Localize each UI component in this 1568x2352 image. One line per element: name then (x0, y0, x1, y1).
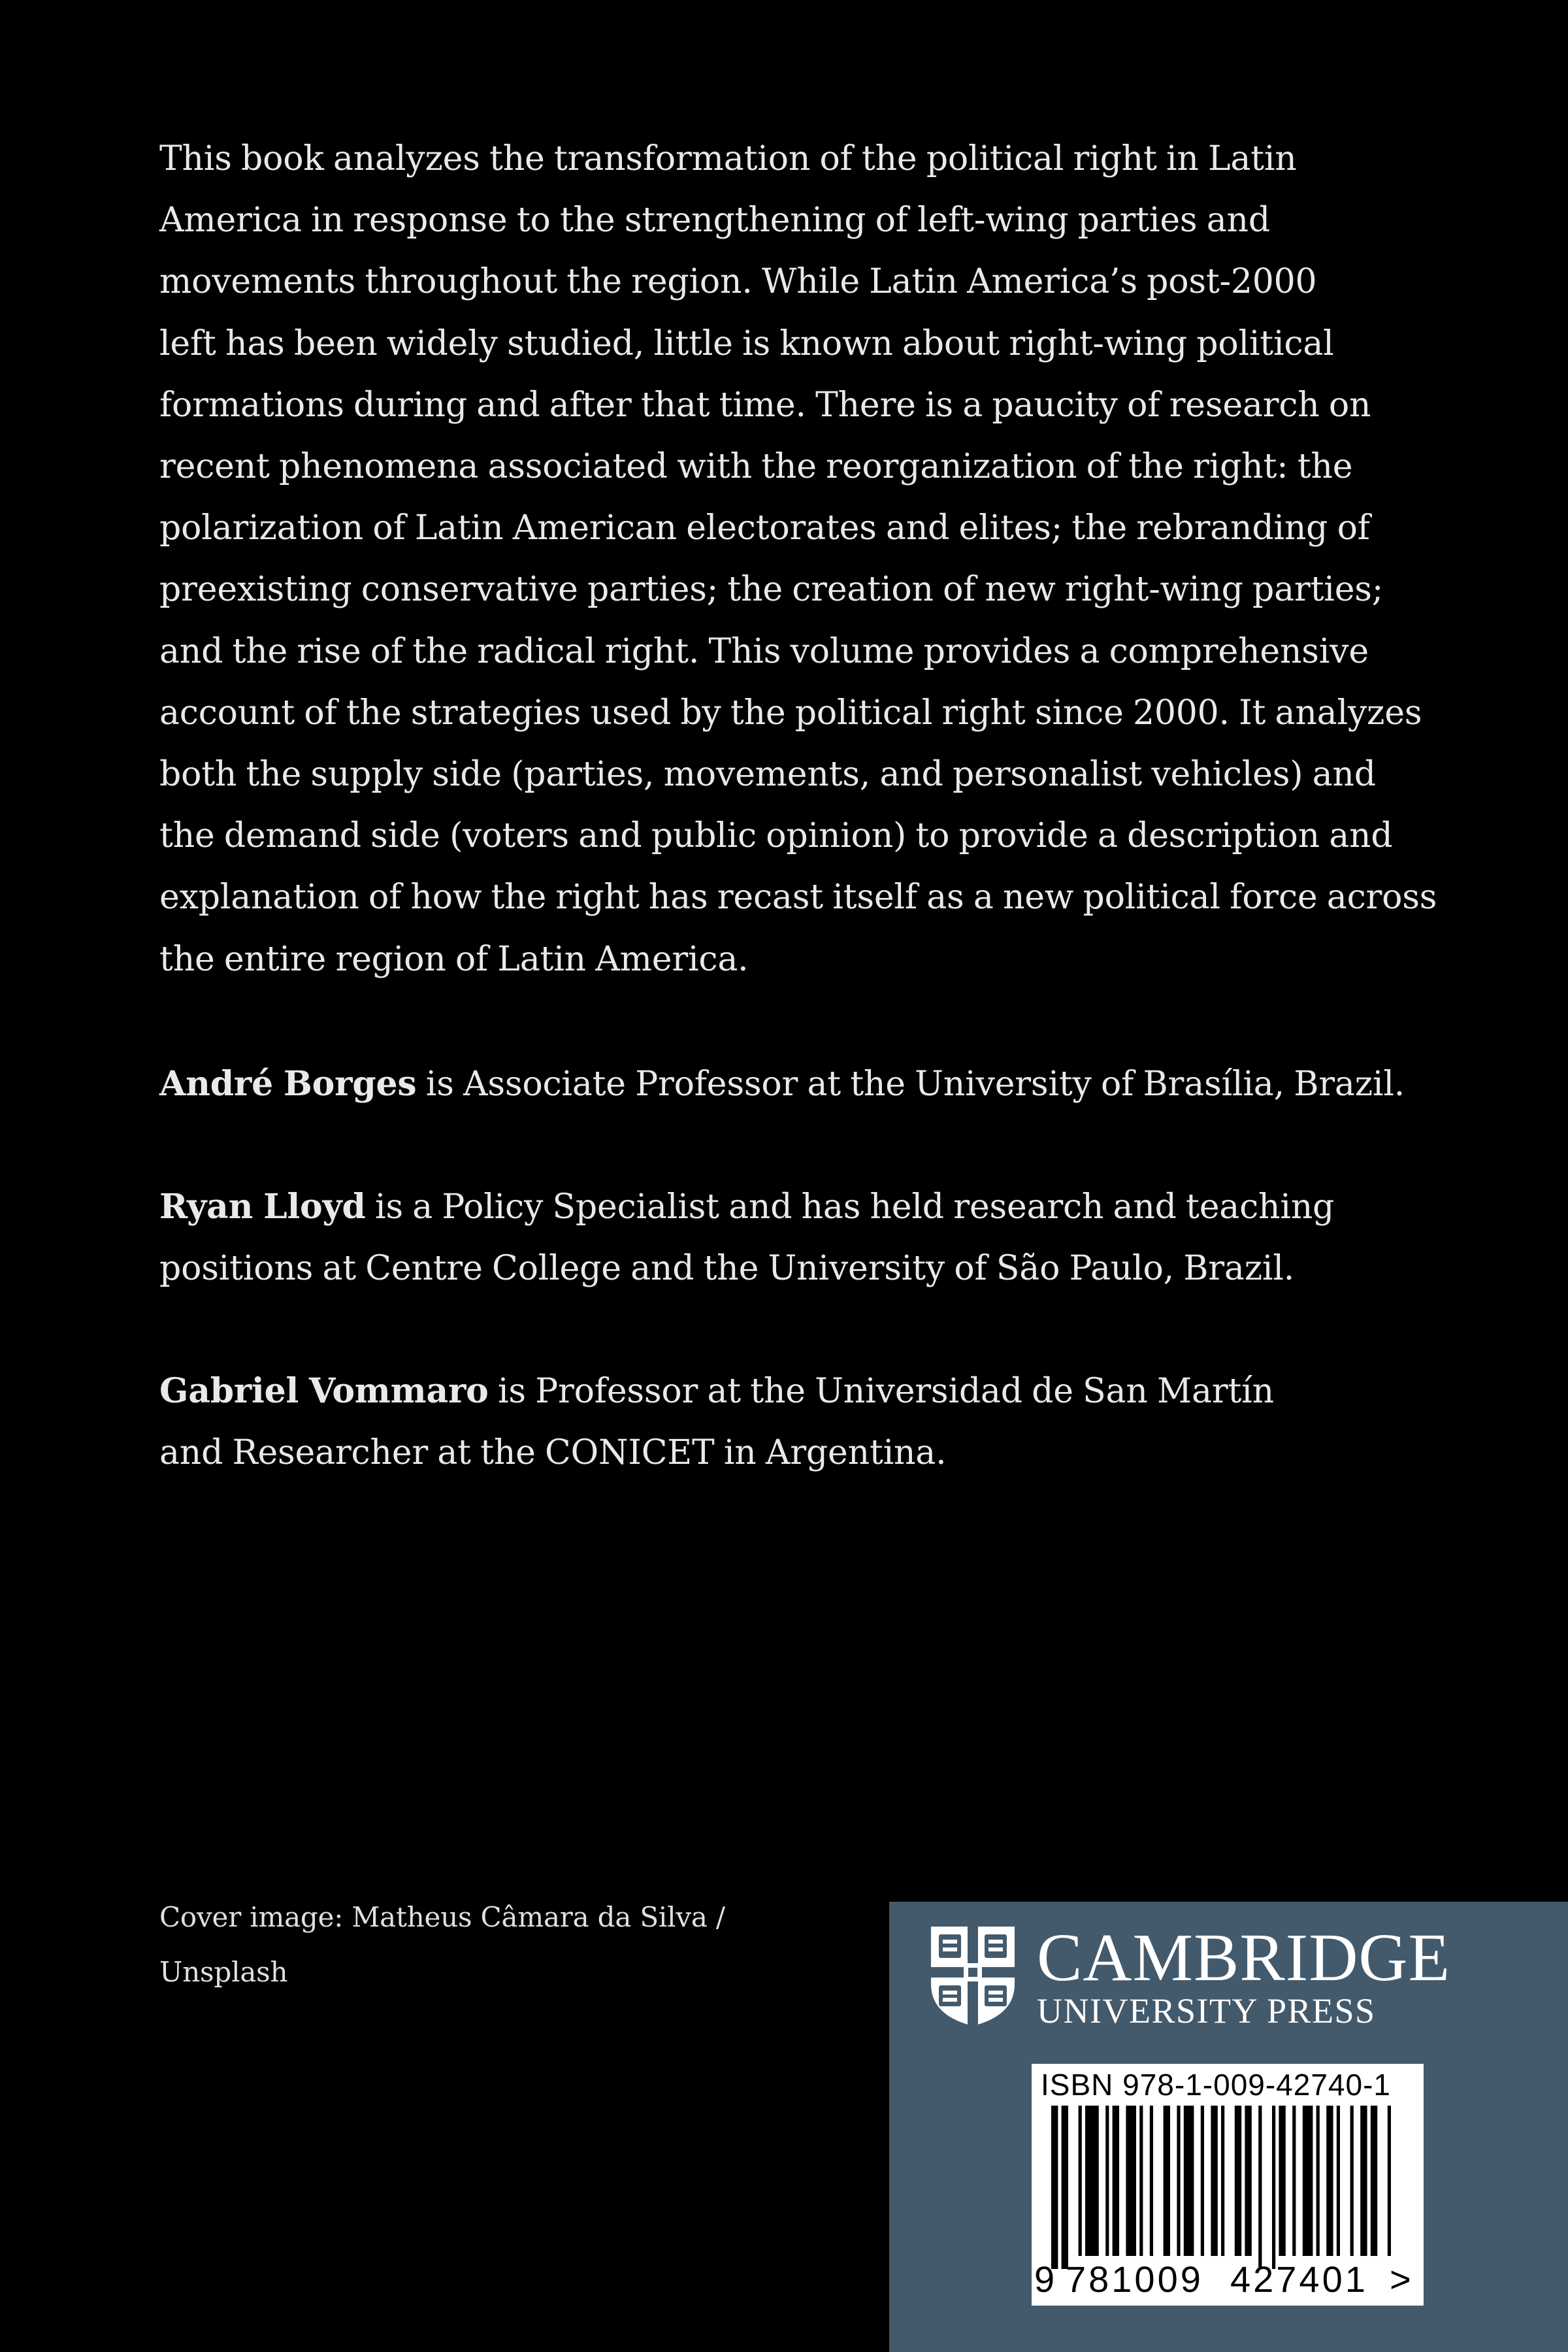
publisher-name: CAMBRIDGE (1037, 1920, 1451, 1995)
author-name: André Borges (159, 1064, 417, 1104)
description-line: and the rise of the radical right. This volume provides a comprehensive (159, 631, 1369, 671)
isbn-barcode (1032, 2064, 1424, 2306)
description-line: movements throughout the region. While Latin America’s post-2000 (159, 262, 1317, 302)
description-line: America in response to the strengthening of left-wing parties and (159, 201, 1270, 240)
description-line: left has been widely studied, little is known about right-wing political (159, 323, 1334, 363)
barcode-bar (1105, 2106, 1109, 2256)
author-name: Gabriel Vommaro (159, 1371, 489, 1411)
description-line: account of the strategies used by the political right since 2000. It analyzes (159, 693, 1422, 733)
barcode-bar (1316, 2106, 1320, 2256)
barcode-bar (1150, 2106, 1153, 2256)
author-bio-text: is Professor at the Universidad de San Martín (488, 1372, 1274, 1411)
barcode-bar (1272, 2106, 1275, 2269)
barcode-bar (1113, 2106, 1119, 2256)
barcode-bar (1085, 2106, 1099, 2256)
cambridge-shield-icon (928, 1924, 1017, 2029)
barcode-bar (1360, 2106, 1367, 2256)
barcode-bar (1350, 2106, 1354, 2256)
cover-image-credit: Cover image: Matheus Câmara da Silva / Unsplash (159, 1901, 725, 1988)
description-line: both the supply side (parties, movements, and personalist vehicles) and (159, 755, 1376, 795)
author-bio-text: is Associate Professor at the University of Brasília, Brazil. (416, 1065, 1405, 1104)
author-bio-vommaro (159, 1361, 1401, 1483)
barcode-bar (1062, 2106, 1068, 2269)
barcode-bar (1177, 2106, 1180, 2256)
barcode-bar (1303, 2106, 1313, 2256)
description-line: formations during and after that time. There is a paucity of research on (159, 385, 1371, 425)
book-description (159, 128, 1437, 990)
description-line: explanation of how the right has recast itself as a new political force across (159, 878, 1437, 918)
barcode-first-digit: 9 (1034, 2259, 1055, 2300)
barcode-bar (1292, 2106, 1296, 2256)
author-bio-text: positions at Centre College and the University of São Paulo, Brazil. (159, 1249, 1295, 1288)
description-line: This book analyzes the transformation of the political right in Latin (159, 139, 1297, 178)
author-bio-text: and Researcher at the CONICET in Argentina. (159, 1433, 947, 1472)
barcode-bar (1279, 2106, 1285, 2256)
description-line: polarization of Latin American electorates and elites; the rebranding of (159, 508, 1370, 548)
barcode-bar (1245, 2106, 1251, 2256)
author-bio-text: is a Policy Specialist and has held research and teaching (365, 1187, 1335, 1227)
barcode-bar (1258, 2106, 1262, 2269)
author-bio-lloyd (159, 1176, 1401, 1299)
barcode-bar (1051, 2106, 1058, 2269)
barcode-left-digits: 781009 (1066, 2259, 1203, 2300)
description-line: preexisting conservative parties; the creation of new right-wing parties; (159, 570, 1384, 610)
author-bio-borges (159, 1053, 1405, 1115)
barcode-bar (1079, 2106, 1082, 2256)
description-line: recent phenomena associated with the reorganization of the right: the (159, 447, 1353, 487)
barcode-arrow: > (1390, 2259, 1411, 2300)
description-line: the demand side (voters and public opinion) to provide a description and (159, 816, 1393, 856)
barcode-bar (1139, 2106, 1143, 2256)
author-name: Ryan Lloyd (159, 1187, 366, 1227)
isbn-label: ISBN 978-1-009-42740-1 (1041, 2068, 1391, 2102)
barcode-bar (1221, 2106, 1224, 2256)
barcode-bar (1201, 2106, 1204, 2256)
barcode-bar (1164, 2106, 1170, 2256)
publisher-panel (889, 1902, 1568, 2352)
barcode-bars (1047, 2106, 1407, 2269)
barcode-bar (1326, 2106, 1333, 2256)
barcode-bar (1337, 2106, 1340, 2256)
barcode-bar (1184, 2106, 1194, 2256)
barcode-bar (1211, 2106, 1217, 2256)
barcode-bar (1126, 2106, 1136, 2256)
barcode-right-digits: 427401 (1230, 2259, 1368, 2300)
publisher-logotype (1037, 1920, 1451, 2030)
publisher-subname: UNIVERSITY PRESS (1037, 1991, 1376, 2030)
description-line: the entire region of Latin America. (159, 939, 749, 979)
barcode-bar (1371, 2106, 1377, 2256)
barcode-bar (1235, 2106, 1241, 2256)
barcode-bar (1388, 2106, 1391, 2256)
